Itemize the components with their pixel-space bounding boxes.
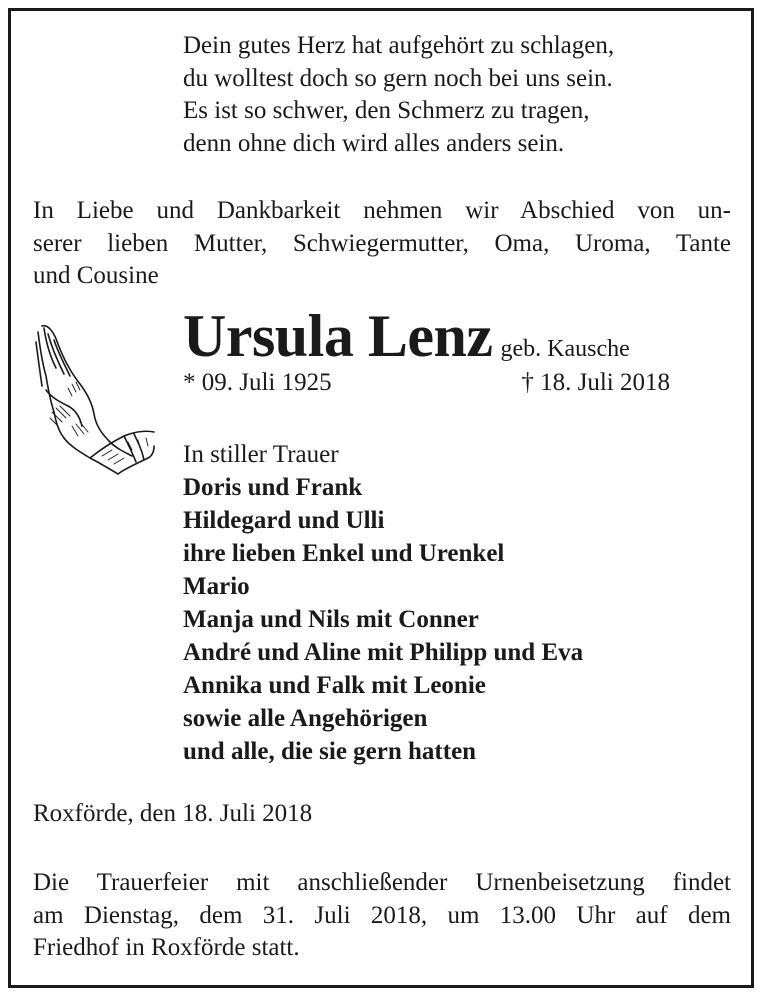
mourners-list [183,438,583,768]
death-date: † 18. Juli 2018 [521,369,670,396]
deceased-name-line [183,302,630,371]
mourner-entry: sowie alle Angehörigen [183,705,428,732]
farewell-intro [33,195,731,293]
mourner-entry: André und Aline mit Philipp und Eva [183,639,584,666]
poem-line: denn ohne dich wird alles anders sein. [183,129,565,157]
poem-line: Es ist so schwer, den Schmerz zu tragen, [183,97,590,124]
poem-line: Dein gutes Herz hat aufgehört zu schlagen, [183,32,615,59]
praying-hands-icon [28,318,158,483]
mourner-entry: Annika und Falk mit Leonie [183,672,486,699]
deceased-name: Ursula Lenz [183,303,493,369]
mourner-entry: ihre lieben Enkel und Urenkel [183,540,505,567]
mourner-entry: und alle, die sie gern hatten [183,738,477,765]
mourner-entry: Mario [183,573,250,600]
poem-line: du wolltest doch so gern noch bei uns sein. [183,64,613,92]
mourner-entry: Hildegard und Ulli [183,507,385,534]
maiden-name: geb. Kausche [500,336,630,362]
funeral-line: am Dienstag, dem 31. Juli 2018, um 13.00 Uhr auf dem [33,901,731,929]
funeral-notice [33,867,731,965]
intro-line: In Liebe und Dankbarkeit nehmen wir Abschied von un- [33,197,731,224]
memorial-poem [183,30,614,160]
place-and-date: Roxförde, den 18. Juli 2018 [33,800,313,827]
mourners-heading: In stiller Trauer [183,441,339,468]
mourner-entry: Manja und Nils mit Conner [183,606,479,633]
birth-date: * 09. Juli 1925 [183,369,332,396]
intro-line: serer lieben Mutter, Schwiegermutter, Oma, Uroma, Tante [33,229,731,257]
intro-line: und Cousine [33,262,159,289]
funeral-line: Die Trauerfeier mit anschließender Urnenbeisetzung findet [33,869,731,896]
mourner-entry: Doris und Frank [183,474,363,501]
funeral-line: Friedhof in Roxförde statt. [33,934,300,961]
